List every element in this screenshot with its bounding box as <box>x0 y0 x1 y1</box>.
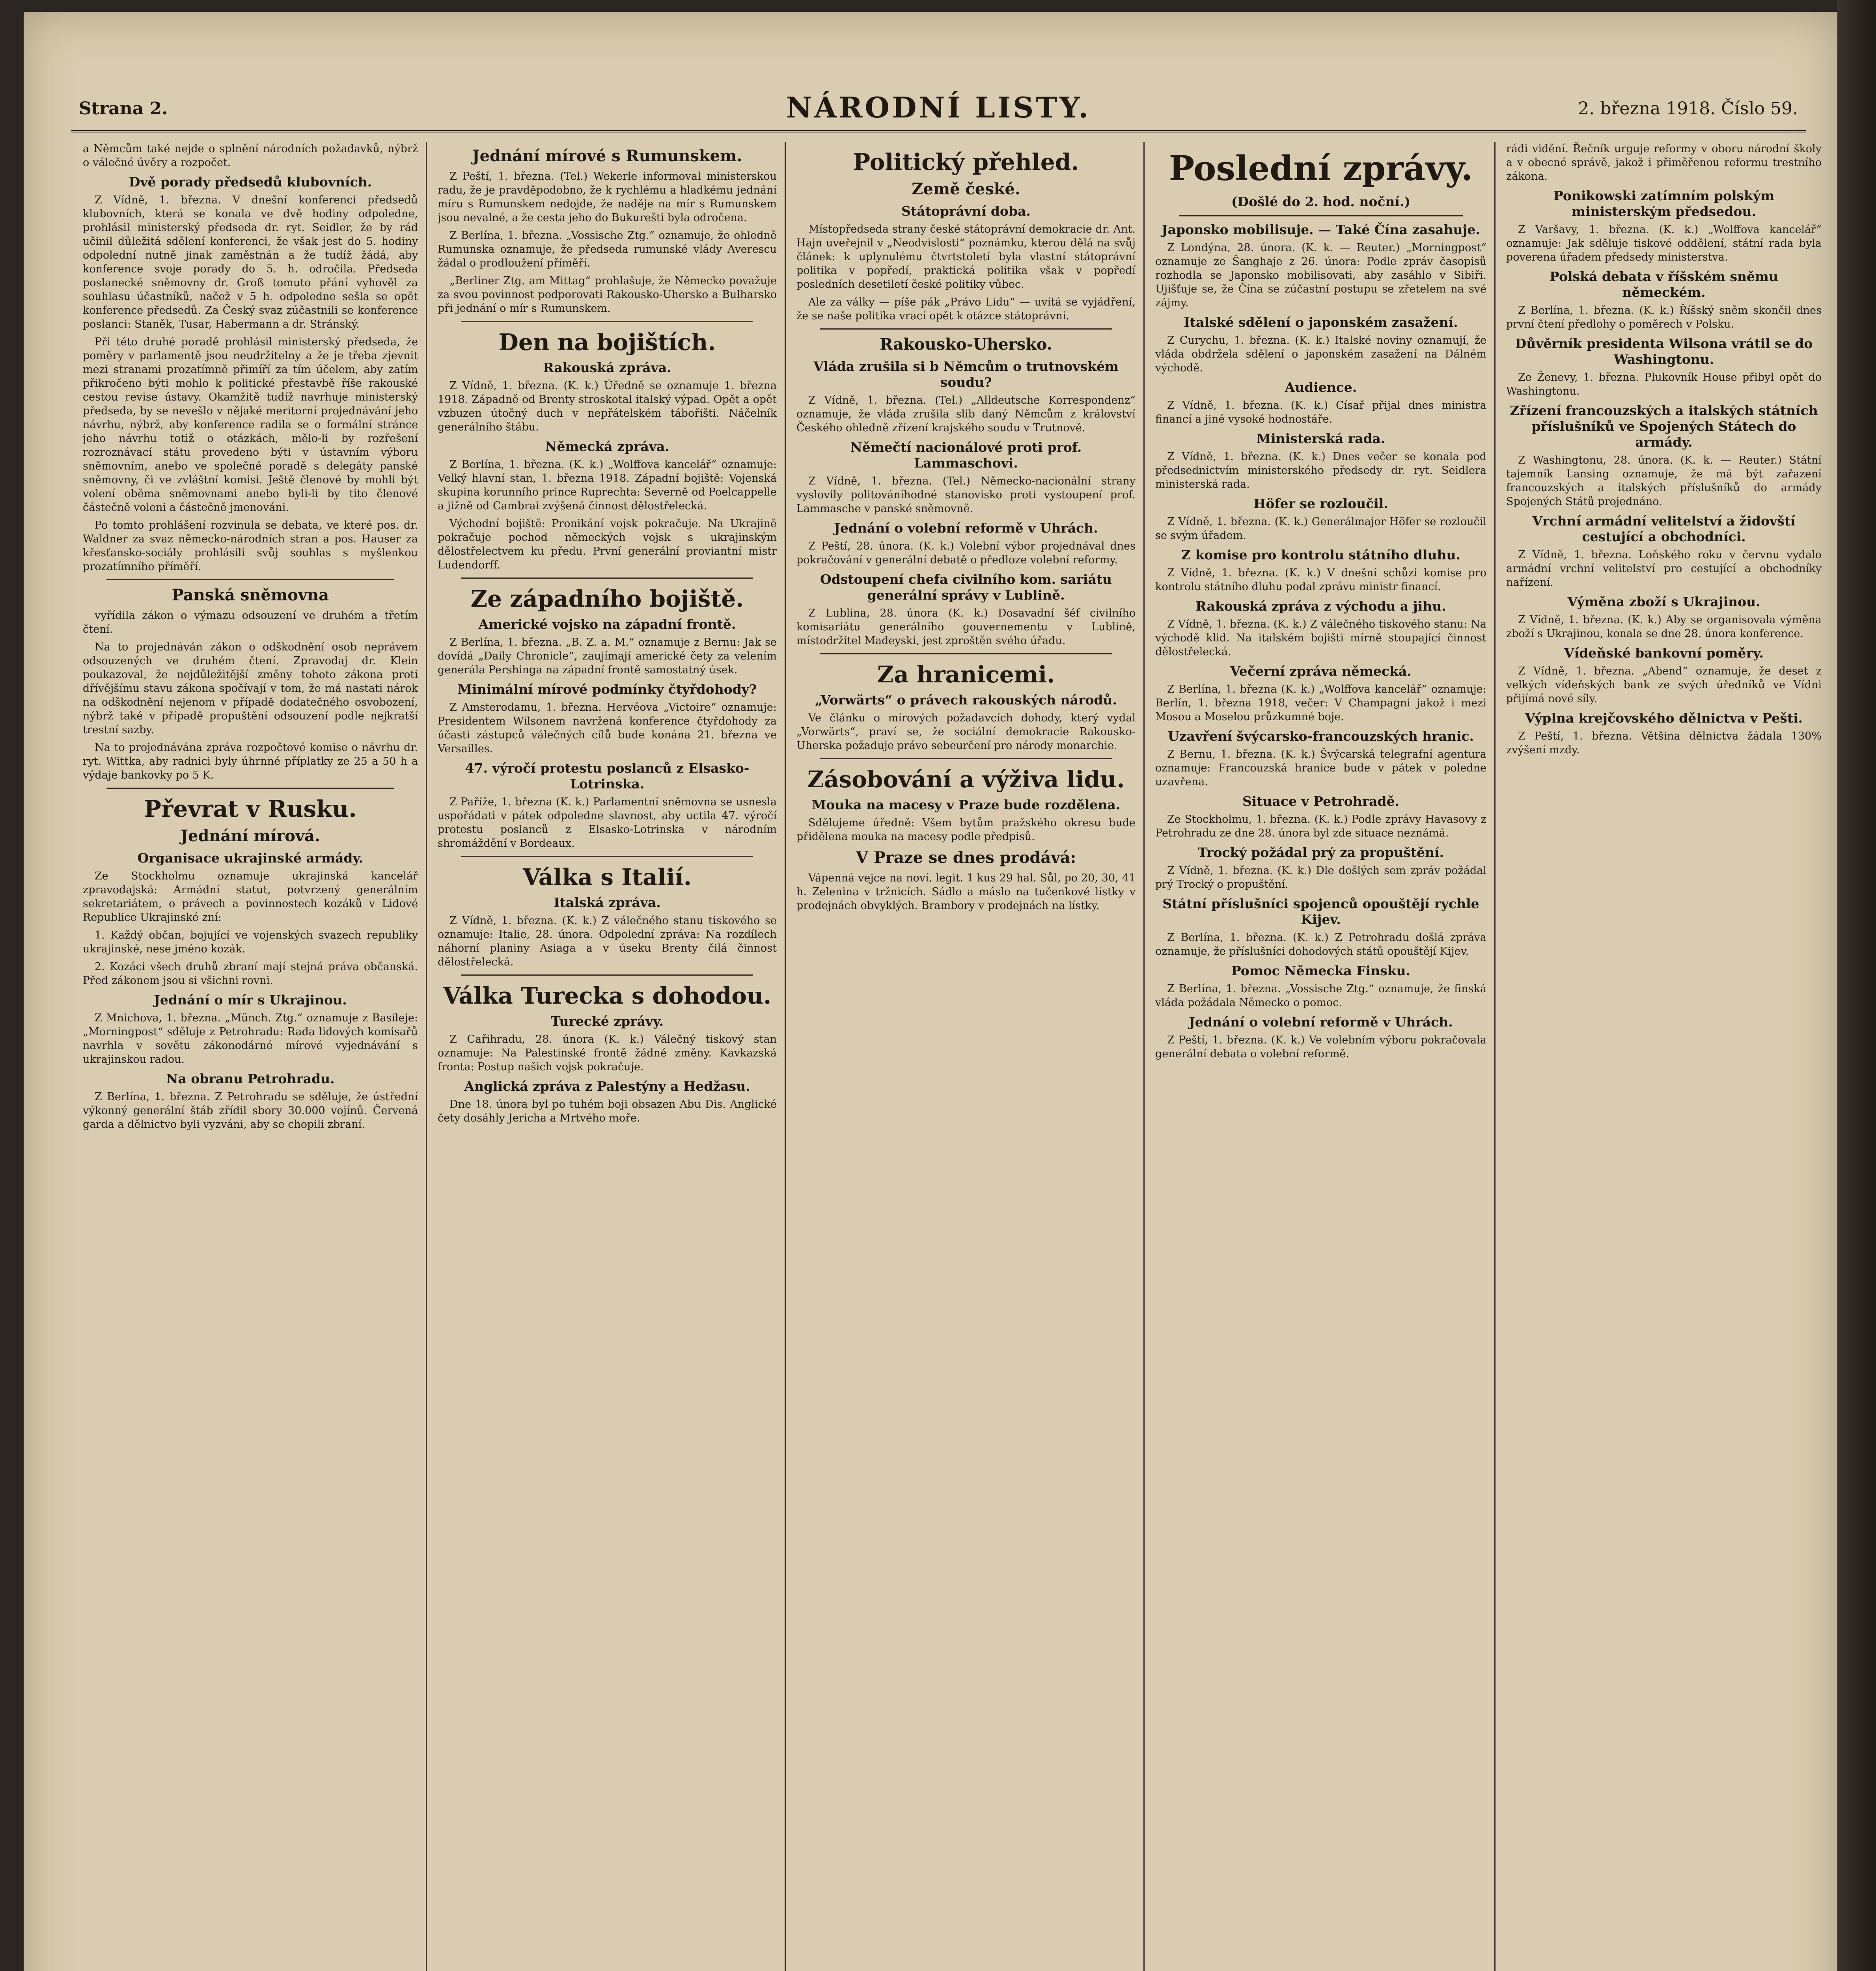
divider <box>461 856 753 857</box>
paragraph: vyřídila zákon o výmazu odsouzení ve druhém a třetím čtení. <box>83 609 418 635</box>
subheadline: „Vorwärts“ o právech rakouských národů. <box>815 692 1117 708</box>
headline: Země české. <box>912 180 1020 198</box>
section-headline: Poslední zprávy. <box>1169 149 1473 188</box>
paragraph: Z Berlína, 1. března. (K. k.) Říšský sněm skončil dnes první čtení předlohy o poměrech v Polsku. <box>1506 304 1822 330</box>
paragraph: Z Vídně, 1. března. Loňského roku v červnu vydalo armádní vrchní velitelství pro cestující a obchodníky nařízení. <box>1506 549 1822 589</box>
paragraph: Při této druhé poradě prohlásil ministerský předseda, že poměry v parlamentě jsou neudržitelny a že je třeba zjevnit mezi stranami prozatímně přimíří za tím účelem, aby zatím přikročeno býti mohlo k politické přestavbě říše rakouské cestou revise ústavy. Okamžitě tudíž navrhuje ministerský předseda, by se nevešlo v nějaké meritorní projednávání jeho návrhu, nýbrž, aby konference radila se o formální stránce jeho návrhu totiž o otázkách, mělo-li by rozřešení rozroznávací státu provedeno býti v ústavním výboru sněmovním, anebo ve společné poradě s delegáty panské sněmovny, či ve zvláštní komisi. Ještě členové by mohli být volení oběma sněmovnami anebo byli-li by tito členové částečně voleni a částečně jmenováni. <box>83 336 418 514</box>
paragraph: a Němcům také nejde o splnění národních požadavků, nýbrž o válečné úvěry a rozpočet. <box>83 143 418 169</box>
paragraph: Z Vídně, 1. března. (Tel.) „Alldeutsche Korrespondenz“ oznamuje, že vláda zrušila slib daný Němcům z království Českého ohledně zřízení krajského soudu v Trutnově. <box>796 394 1136 434</box>
divider <box>106 788 394 789</box>
column-rule <box>1494 142 1496 1971</box>
subheadline: Americké vojsko na západní frontě. <box>478 617 736 632</box>
headline: Jednání mírová. <box>181 827 320 845</box>
subheadline: Mouka na macesy v Praze bude rozdělena. <box>811 797 1121 812</box>
divider <box>820 328 1112 330</box>
subheadline: (Došlé do 2. hod. noční.) <box>1231 194 1411 209</box>
paragraph: Z Bernu, 1. března. (K. k.) Švýcarská telegrafní agentura oznamuje: Francouzská hranice bude v pátek v poledne uzavřena. <box>1155 748 1486 788</box>
paragraph: Ze Stockholmu, 1. března. (K. k.) Podle zprávy Havasovy z Petrohradu ze dne 28. února byl zde situace neznámá. <box>1155 813 1486 839</box>
headline: Höfer se rozloučil. <box>1253 496 1388 511</box>
column-2 <box>438 142 777 1971</box>
column-3 <box>796 142 1136 1971</box>
paragraph: Z Curychu, 1. března. (K. k.) Italské noviny oznamují, že vláda obdržela sdělení o japonském zasažení na Dálném východě. <box>1155 334 1486 374</box>
subheadline: Turecké zprávy. <box>551 1013 664 1029</box>
headline: Vídeňské bankovní poměry. <box>1564 645 1764 661</box>
column-rule <box>785 142 786 1971</box>
divider <box>461 578 753 579</box>
column-rule <box>1143 142 1145 1971</box>
subheadline: Vláda zrušila si b Němcům o trutnovském soudu? <box>813 359 1119 390</box>
headline: Státní příslušníci spojenců opouštějí rychle Kijev. <box>1162 896 1479 927</box>
headline: Uzavření švýcarsko-francouzských hranic. <box>1167 728 1474 744</box>
headline: Jednání mírové s Rumunskem. <box>472 147 742 165</box>
headline: Zřízení francouzských a italských státních příslušníků ve Spojených Státech do armády. <box>1510 403 1818 450</box>
subheadline: Rakouská zpráva. <box>543 360 671 375</box>
paragraph: Sdělujeme úředně: Všem bytům pražského okresu bude přidělena mouka na macesy podle předpisů. <box>796 817 1136 843</box>
paragraph: Z Berlína, 1. března. „B. Z. a. M.“ oznamuje z Bernu: Jak se dovídá „Daily Chronicle“, zaujímají americké čety za velením generála Pershinga na západní frontě samostatný úsek. <box>438 636 777 676</box>
headline: Minimální mírové podmínky čtyřdohody? <box>457 682 757 697</box>
divider <box>820 758 1112 759</box>
headline: Jednání o volební reformě v Uhrách. <box>1189 1014 1453 1030</box>
paragraph: Z Peští, 1. března. (K. k.) Ve volebním výboru pokračovala generální debata o volební reformě. <box>1155 1034 1486 1060</box>
subheadline: Německá zpráva. <box>545 439 669 454</box>
paragraph: Z Vídně, 1. března. (K. k.) Z válečného tiskového stanu: Na východě klid. Na italském bojišti mírně stoupající činnost dělostřelecká. <box>1155 618 1486 658</box>
subheadline: Italská zpráva. <box>554 895 661 910</box>
headline: Rakouská zpráva z východu a jihu. <box>1195 598 1446 614</box>
paragraph: Z Berlína, 1. března. „Vossische Ztg.“ oznamuje, že ohledně Rumunska oznamuje, že předseda rumunské vlády Averescu žádal o prodloužení příměří. <box>438 229 777 269</box>
paragraph: Východní bojiště: Pronikání vojsk pokračuje. Na Ukrajině pokračuje pochod německých vojsk s ukrajinským dělostřelectvem ku předu. První generální proviantní mistr Ludendorff. <box>438 518 777 571</box>
headline: Polská debata v říšském sněmu německém. <box>1550 269 1778 300</box>
paragraph: Dne 18. února byl po tuhém boji obsazen Abu Dis. Anglické čety dosáhly Jericha a Mrtvého moře. <box>438 1098 777 1124</box>
headline: Výplna krejčovského dělnictva v Pešti. <box>1525 710 1803 726</box>
paragraph: Z Varšavy, 1. března. (K. k.) „Wolffova kancelář“ oznamuje: Jak sděluje tiskové oddělení, státní rada byla poverena úřadem předsedy ministerstva. <box>1506 224 1822 263</box>
paragraph: Z Londýna, 28. února. (K. k. — Reuter.) „Morningpost“ oznamuje ze Šanghaje z 26. února: Podle zpráv časopisů rozhodla se Japonsko mobilisovati, aby zasáhlo v Sibiři. Ujišťuje se, že Čína se zúčastní postupu se zřetelem na své zájmy. <box>1155 242 1486 309</box>
section-headline: Za hranicemi. <box>877 661 1055 688</box>
paragraph: Z Cařihradu, 28. února (K. k.) Válečný tiskový stan oznamuje: Na Palestinské frontě žádné změny. Kavkazská fronta: Postup našich vojsk pokračuje. <box>438 1033 777 1073</box>
masthead-bar <box>71 87 1806 132</box>
headline: Situace v Petrohradě. <box>1242 794 1400 809</box>
paragraph: Z Vídně, 1. března. V dnešní konferenci předsedů klubovních, která se konala ve dvě hodiny odpoledne, prohlásil ministerský předseda dr. ryt. Seidler, že by rád učinil důležitá sdělení konferenci, že však jest do 5. hodiny odpolední nutně jinak zaměstnán a že tudíž žádá, aby konference svoje porady do 5. h. odročila. Předseda poslanecké sněmovny dr. Groß tomuto přání vyhověl za souhlasu účastníků, načež v 5 h. odpoledne sešla se opět konference předsedů. Za Český svaz zúčastnili se konference poslanci: Staněk, Tusar, Habermann a dr. Stránský. <box>83 194 418 330</box>
section-headline: Politický přehled. <box>853 149 1079 175</box>
divider <box>106 579 394 580</box>
headline: Italské sdělení o japonském zasažení. <box>1184 315 1458 330</box>
newspaper-page <box>24 12 1837 1971</box>
paragraph: Ale za války — píše pák „Právo Lidu“ — uvítá se vyjádření, že se naše politika vrací opět k otázce státoprávní. <box>796 296 1136 322</box>
paragraph: Z Berlína, 1. března (K. k.) „Wolffova kancelář“ oznamuje: Berlín, 1. března 1918, večer: V Champagni jakož i mezi Mosou a Moselou průzkumné boje. <box>1155 683 1486 723</box>
headline: Ministerská rada. <box>1256 431 1386 446</box>
paragraph: Na to projednáván zákon o odškodnění osob neprávem odsouzených ve druhém čtení. Zpravodaj dr. Klein poukazoval, že nejdůležitější změny tohoto zákona proti dřívějšímu stavu zákona spočívají v tom, že má nastati nárok na odškodnění nejenom v případě dodatečného osvobození, nýbrž také v případě propuštění odsouzení podle nejkratší trestní sazby. <box>83 641 418 736</box>
headline: Rakousko-Uhersko. <box>880 335 1052 354</box>
paragraph: Z Paříže, 1. března (K. k.) Parlamentní sněmovna se usnesla uspořádati v pátek odpoledne slavnost, aby uctila 47. výročí protestu poslanců z Elsasko-Lotrinska v národním shromáždění v Bordeaux. <box>438 796 777 850</box>
section-headline: Den na bojištích. <box>498 329 716 356</box>
divider <box>461 321 753 322</box>
paragraph: Z Vídně, 1. března. „Abend“ oznamuje, že deset z velkých vídeňských bank ze svých úředníků ve Vídni přijímá nové síly. <box>1506 665 1822 705</box>
headline: Vrchní armádní velitelství a židovští cestující a obchodníci. <box>1532 513 1796 544</box>
divider <box>820 653 1112 654</box>
paragraph: „Berliner Ztg. am Mittag“ prohlašuje, že Německo považuje za svou povinnost podporovati Rakousko-Uhersko a Bulharsko při jednání o mír s Rumunskem. <box>438 275 777 315</box>
divider <box>461 974 753 976</box>
page-label: Strana 2. <box>79 99 168 119</box>
headline: Trocký požádal prý za propuštění. <box>1198 845 1444 860</box>
paragraph: Z Berlína, 1. března. Z Petrohradu se sděluje, že ústřední výkonný generální štáb zřídil sbory 30.000 vojínů. Červená garda a dělnictvo byli vyzváni, aby se chopili zbraní. <box>83 1091 418 1131</box>
paragraph: Místopředseda strany české státoprávní demokracie dr. Ant. Hajn uveřejnil v „Neodvislosti“ poznámku, kterou dělá na svůj článek: k uplynulému čtvrtstoletí byla vlastní státoprávní politika v popředí, praktická politika však v popředí posledních desetiletí české politiky vůbec. <box>796 223 1136 291</box>
paragraph: Z Peští, 28. února. (K. k.) Volební výbor projednával dnes pokračování v generální debatě o předloze volební reformy. <box>796 540 1136 566</box>
paragraph: Z Berlína, 1. března. (K. k.) „Wolffova kancelář“ oznamuje: Velký hlavní stan, 1. března 1918. Západní bojiště: Vojenská skupina korunního prince Ruprechta: Severně od Poelcappelle a jižně od Cambrai zvýšená činnost dělostřelecká. <box>438 458 777 512</box>
paragraph: Ve článku o mírových požadavcích dohody, který vydal „Vorwärts“, praví se, že sociální demokracie Rakousko-Uherska požaduje právo sebeurčení pro národy monarchie. <box>796 712 1136 752</box>
headline: Němečtí nacionálové proti prof. Lammaschovi. <box>850 440 1082 471</box>
headline: Panská sněmovna <box>172 586 329 604</box>
paragraph: Z Vídně, 1. března. (Tel.) Německo-nacionální strany vyslovily politováníhodné stanovisko proti vystoupení prof. Lammasche v panské sněmovně. <box>796 475 1136 515</box>
headline: Odstoupení chefa civilního kom. sariátu generální správy v Lublině. <box>820 572 1112 603</box>
paragraph: 1. Každý občan, bojující ve vojenských svazech republiky ukrajinské, nese jméno kozák. <box>83 929 418 955</box>
paragraph: Z Lublina, 28. února (K. k.) Dosavadní šéf civilního komisariátu generálního gouvernementu v Lublině, místodržitel Madeyski, jest zproštěn svého úřadu. <box>796 607 1136 647</box>
paragraph: Z Vídně, 1. března. (K. k.) Dle došlých sem zpráv požádal prý Trocký o propuštění. <box>1155 864 1486 890</box>
headline: Důvěrník presidenta Wilsona vrátil se do Washingtonu. <box>1515 336 1813 367</box>
headline: Anglická zpráva z Palestýny a Hedžasu. <box>464 1079 750 1094</box>
paragraph: Po tomto prohlášení rozvinula se debata, ve které pos. dr. Waldner za svaz německo-národních stran a pos. Hauser za křesťansko-sociály prohlásili svůj souhlas s myšlenkou prozatímního příměří. <box>83 519 418 573</box>
paragraph: Ze Stockholmu oznamuje ukrajinská kancelář zpravodajská: Armádní statut, potvrzený generálním sekretariátem, o právech a povinnostech kozáků v Lidové Republice Ukrajinské zní: <box>83 870 418 924</box>
paragraph: Z Vídně, 1. března. (K. k.) Z válečného stanu tiskového se oznamuje: Italie, 28. února. Odpolední zpráva: Na rozdílech náhorní planiny Asiaga a v úseku Brenty čilá činnost dělostřelecká. <box>438 915 777 968</box>
headline: Audience. <box>1285 380 1357 395</box>
section-headline: Válka Turecka s dohodou. <box>443 982 772 1009</box>
headline: Výměna zboží s Ukrajinou. <box>1567 594 1760 609</box>
headline: Jednání o volební reformě v Uhrách. <box>834 520 1098 536</box>
headline: Pomoc Německa Finsku. <box>1231 963 1411 978</box>
paragraph: Z Vídně, 1. března. (K. k.) V dnešní schůzi komise pro kontrolu státního dluhu podal zprávu ministr financí. <box>1155 567 1486 593</box>
masthead-title: NÁRODNÍ LISTY. <box>786 91 1091 124</box>
paragraph: rádi vidění. Řečník urguje reformy v oboru národní školy a v obecné správě, jakož i přiměřenou reformu trestního zákona. <box>1506 143 1822 183</box>
date-issue: 2. března 1918. Číslo 59. <box>1578 99 1798 119</box>
headline: Ponikowski zatímním polským ministerským předsedou. <box>1553 188 1775 219</box>
section-headline: Válka s Italií. <box>523 864 692 890</box>
headline: 47. výročí protestu poslanců z Elsasko-Lotrinska. <box>465 760 750 792</box>
section-headline: Ze západního bojiště. <box>470 585 744 612</box>
paragraph: 2. Kozáci všech druhů zbraní mají stejná práva občanská. Před zákonem jsou si všichni rovni. <box>83 961 418 987</box>
headline: Dvě porady předsedů klubovních. <box>129 174 372 190</box>
paragraph: Vápenná vejce na noví. legit. 1 kus 29 hal. Sůl, po 20, 30, 41 h. Zelenina v tržnicích. Sádlo a máslo na tučenkové lístky v prodejnách obvyklých. Brambory v prodejnách na lístky. <box>796 872 1136 912</box>
paragraph: Ze Ženevy, 1. března. Plukovník House přibyl opět do Washingtonu. <box>1506 371 1822 397</box>
binding-edge <box>1837 0 1876 1971</box>
headline: V Praze se dnes prodává: <box>856 848 1076 867</box>
section-headline: Zásobování a výživa lidu. <box>807 766 1125 793</box>
paragraph: Z Vídně, 1. března. (K. k.) Aby se organisovala výměna zboží s Ukrajinou, konala se dne 28. února konference. <box>1506 614 1822 640</box>
headline: Japonsko mobilisuje. — Také Čína zasahuje. <box>1162 222 1480 237</box>
paragraph: Z Berlína, 1. března. (K. k.) Z Petrohradu došlá zpráva oznamuje, že příslušníci dohodových států opouštějí Kijev. <box>1155 931 1486 958</box>
headline: Na obranu Petrohradu. <box>166 1071 335 1086</box>
paragraph: Z Berlína, 1. března. „Vossische Ztg.“ oznamuje, že finská vláda požádala Německo o pomoc. <box>1155 983 1486 1009</box>
headline: Večerní zpráva německá. <box>1230 663 1412 679</box>
paragraph: Z Peští, 1. března. (Tel.) Wekerle informoval ministerskou radu, že je pravděpodobno, že k rychlému a hladkému jednání míru s Rumunskem nedojde, že naděje na mír s Rumunskem jsou nevalné, a že cesta jeho do Bukurešti byla odročena. <box>438 170 777 224</box>
paragraph: Z Vídně, 1. března. (K. k.) Dnes večer se konala pod předsednictvím ministerského předsedy dr. ryt. Seidlera ministerská rada. <box>1155 451 1486 490</box>
column-5 <box>1506 142 1822 1971</box>
column-4 <box>1155 142 1486 1971</box>
section-headline: Převrat v Rusku. <box>144 795 357 822</box>
paragraph: Z Washingtonu, 28. února. (K. k. — Reuter.) Státní tajemník Lansing oznamuje, že má být zařazení francouzských a italských příslušníků do armády Spojených Států projednáno. <box>1506 454 1822 508</box>
subheadline: Organisace ukrajinské armády. <box>137 850 364 866</box>
column-rule <box>426 142 427 1971</box>
paragraph: Z Amsterodamu, 1. března. Hervéova „Victoire“ oznamuje: Presidentem Wilsonem navržená konference čtyřdohody za účasti zástupců válečných cílů bude konána 21. března ve Versailles. <box>438 701 777 755</box>
paragraph: Z Vídně, 1. března. (K. k.) Císař přijal dnes ministra financí a jiné vysoké hodnostáře. <box>1155 399 1486 425</box>
paragraph: Na to projednávána zpráva rozpočtové komise o návrhu dr. ryt. Wittka, aby radnici byly úhrnné příplatky ze 25 a 50 h a výdaje bankovky po 5 K. <box>83 741 418 781</box>
paragraph: Z Vídně, 1. března. (K. k.) Generálmajor Höfer se rozloučil se svým úřadem. <box>1155 516 1486 542</box>
subheadline: Státoprávní doba. <box>901 203 1031 219</box>
divider <box>1179 215 1463 216</box>
column-1 <box>83 142 418 1971</box>
headline: Jednání o mír s Ukrajinou. <box>154 992 347 1008</box>
headline: Z komise pro kontrolu státního dluhu. <box>1181 547 1460 563</box>
paragraph: Z Peští, 1. března. Většina dělnictva žádala 130% zvýšení mzdy. <box>1506 730 1822 756</box>
paragraph: Z Mnichova, 1. března. „Münch. Ztg.“ oznamuje z Basileje: „Morningpost“ sděluje z Petrohradu: Rada lidových komisařů navrhla v sovětu zákonodárné mírové vyjednávání s ukrajinskou radou. <box>83 1012 418 1066</box>
paragraph: Z Vídně, 1. března. (K. k.) Úředně se oznamuje 1. března 1918. Západně od Brenty stroskotal italský výpad. Opět a opět vzbuzen útočný duch v nepřátelském tábořišti. Náčelník generálního štábu. <box>438 380 777 433</box>
